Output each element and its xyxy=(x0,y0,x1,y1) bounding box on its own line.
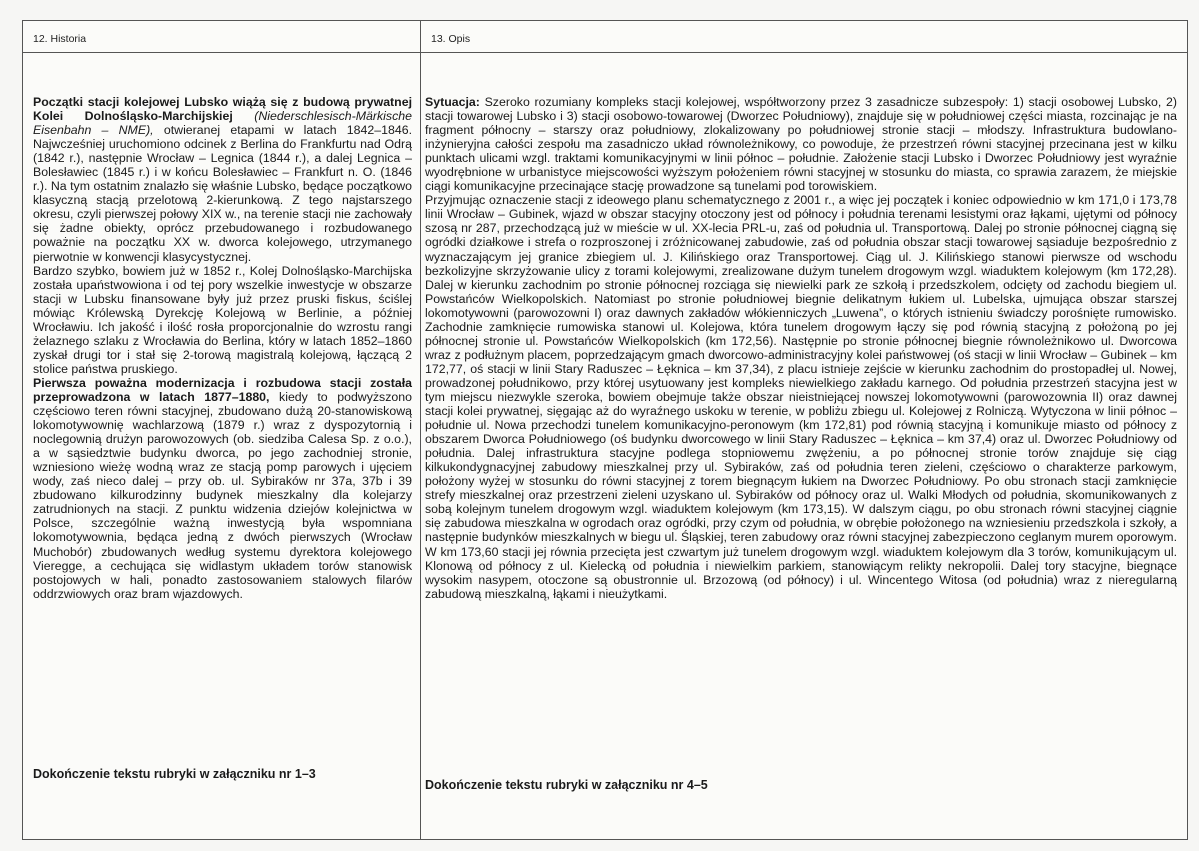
description-paragraph-1 xyxy=(425,95,1177,193)
history-p3-text: kiedy to podwyższono częściowo teren równi stacyjnej, zbudowano dużą 20-stanowiskową lokomotywownię wachlarzową (1879 r.) wraz z dyspozytornią i noclegownią drużyn parowozowych (ob. siedziba Calesa Sp. z o.o.), a w sąsiedztwie budynku dworca, po jego zachodniej stronie, wzniesiono wieżę wodną wraz ze stacją pomp parowych i ujęciem wody, zaś nieco dalej – przy ob. ul. Sybiraków nr 37a, 37b i 39 zbudowano kilkurodzinny budynek mieszkalny dla kolejarzy zatrudnionych na stacji. Z punktu widzenia dziejów kolejnictwa w Polsce, szczególnie ważną inwestycją była wspomniana lokomotywownia, będąca jedną z dwóch pierwszych (Wrocław Muchobór) zbudowanych według systemu dyrektora kolejowego Vieregge, a cechująca się widlastym układem torów stanowisk postojowych w hali, ponadto zastosowaniem stalowych filarów oddrzwiowych oraz bram wjazdowych. xyxy=(33,389,413,601)
description-paragraph-2: Przyjmując oznaczenie stacji z ideowego planu schematycznego z 2001 r., a więc jej początek i koniec odpowiednio w km 171,0 i 173,78 linii Wrocław – Gubinek, wjazd w obszar stacyjny otoczony jest od północy i południa terenami lesistymi oraz łąkami, ujętymi od północy szosą nr 287, przechodzącą już w mieście w ul. XX-lecia PRL-u, zaś od południa ul. Transportową. Dalej po stronie północnej ciągną się ogródki działkowe i strefa o rozproszonej i zróżnicowanej zabudowie, zaś od południa obszar stacji towarowej sąsiaduje bezpośrednio z wyznaczającym jej granice zbiegiem ul. J. Kilińskiego oraz Transportowej. Ciąg ul. J. Kilińskiego stanowi pierwsze od wschodu bezkolizyjne skrzyżowanie ulicy z torami kolejowymi, zrealizowane dużym tunelem drogowym wzgl. wiaduktem kolejowym (km 172,28). Dalej w kierunku zachodnim po stronie północnej rozciąga się niewielki park ze szkołą i przedszkolem, odcięty od zachodu biegiem ul. Powstańców Wielkopolskich. Natomiast po stronie południowej biegnie delikatnym łukiem ul. Lubelska, ujmująca obszar starszej lokomotywowni (parowozowni I) oraz dawnych zakładów włókienniczych „Luwena”, o których istnieniu świadczy porośnięte rumowisko. Zachodnie zamknięcie rumowiska stanowi ul. Kolejowa, która tunelem drogowym łączy się pod równią stacyjną z położoną po jej północnej stronie ul. Powstańców Wielkopolskich (km 172,56). Następnie po stronie północnej biegnie równoleżnikowo ul. Dworcowa wraz z podłużnym placem, poprzedzającym gmach dworcowo-administracyjny kolei państwowej (oś stacji w linii Wrocław – Gubinek – km 172,77, oś stacji w linii Stary Raduszec – Łęknica – km 37,34), z placu istnieje zejście w kierunku zachodnim do prostopadłej ul. Nowej, prowadzonej południkowo, przy której usytuowany jest kompleks niewielkiego zakładu karnego. Od południa przestrzeń stacyjna jest w tym miejscu niezwykle szeroka, bowiem obejmuje także obszar nieistniejącej nowszej lokomotywowni (parowozownia II) oraz dawnej stacji kolei prywatnej, sięgając aż do wyraźnego uskoku w terenie, w pobliżu zbiegu ul. Kolejowej z Rolniczą. Wytyczona w linii północ – południe ul. Nowa przechodzi tunelem komunikacyjno-peronowym (km 172,81) pod równią stacyjną i komunikuje miasto od północy z obszarem Dworca Południowego (oś budynku dworcowego w linii Stary Raduszec – Łęknica – km 37,4) oraz ul. Dworzec Południowy od południa. Dalej infrastruktura stacyjne podlega stopniowemu zwężeniu, a po północnej stronie torów znajduje się ciąg kilkukondygnacyjnej zabudowy mieszkalnej przy ul. Sybiraków, zaś od południa teren zieleni, częściowo o charakterze parkowym, położony wyżej w stosunku do równi stacyjnej z torem biegnącym łukiem na Dworzec Południowy. Po obu stronach stacji zamknięcie strefy mieszkalnej oraz przestrzeni zieleni uzyskano ul. Sybiraków od północy oraz ul. Walki Młodych od południa, skomunikowanych z sobą kolejnym tunelem drogowym wzgl. wiaduktem kolejowym (km 173,15). W dalszym ciągu, po obu stronach równi stacyjnej ciągnie się zabudowa mieszkalna w ogrodach oraz ogródki, przy czym od południa, w obrębie położonego na wzniesieniu przedszkola i szkoły, a następnie budynków mieszkalnych w biegu ul. Śląskiej, teren zabudowy oraz równi stacyjnej zabezpieczono ceglanym murem oporowym. W km 173,60 stacji jej równia przecięta jest czwartym już tunelem drogowym wzgl. wiaduktem kolejowym dla 3 torów, komunikującym ul. Klonową od północy z ul. Kielecką od południa i niewielkim parkiem, stanowiącym relikty nekropolii. Dalej tory stacyjne, biegnące wysokim nasypem, otoczone są obustronnie ul. Brzozową (od północy) i ul. Wincentego Witosa (od południa) wraz z nieregularną zabudową mieszkalną, łąkami i nieużytkami. xyxy=(425,193,1177,601)
history-paragraph-3 xyxy=(33,376,412,601)
history-body xyxy=(23,53,420,601)
description-header: 13. Opis xyxy=(421,21,1187,53)
history-p1-italic: (Niederschlesisch-Märkische Eisenbahn – NME), xyxy=(33,109,412,138)
history-header: 12. Historia xyxy=(23,21,420,53)
history-p1-bold: Początki stacji kolejowej Lubsko wiążą się z budową prywatnej Kolei Dolnośląsko-Marchijskiej xyxy=(33,95,412,124)
description-body xyxy=(421,53,1187,601)
history-column xyxy=(23,21,421,839)
description-p1-text: Szeroko rozumiany kompleks stacji kolejowej, współtworzony przez 3 zasadnicze subzespoły: 1) stacji osobowej Lubsko, 2) stacji towarowej Lubsko i 3) stacji osobowo-towarowej (Dworzec Południowy), znajduje się w południowej części miasta, rozcinając je na fragment północny – starszy oraz południowy, zlokalizowany po południowej stronie stacji – młodszy. Infrastruktura budowlano-inżynieryjna całości zespołu ma zasadniczo układ równoleżnikowy, co powoduje, że przestrzeń równi stacyjnej przecinana jest w kilku punktach ulicami wzgl. traktami komunikacyjnymi w linii północ – południe. Założenie stacji Lubsko i Dworzec Południowy jest wyraźnie wyodrębnione w urbanistyce miejscowości wyższym położeniem równi stacyjnej w stosunku do miasta, co sprawia zarazem, że miejskie ciągi komunikacyjne przecinające stację prowadzone są tunelami pod torowiskiem. xyxy=(425,95,1177,194)
history-paragraph-2: Bardzo szybko, bowiem już w 1852 r., Kolej Dolnośląsko-Marchijska została upaństwowiona i od tej pory wszelkie inwestycje w obszarze stacji w Lubsku finansowane były już przez pruski fiskus, ściślej mówiąc Królewską Dyrekcję Kolejową w Berlinie, a później Wrocławiu. Ich jakość i ilość rosła proporcjonalnie do wzrostu rangi żelaznego szlaku z Wrocławia do Berlina, który w latach 1852–1860 zyskał drugi tor i stał się 2-torową magistralą kolejową, łączącą 2 stolice państwa pruskiego. xyxy=(33,263,412,376)
description-column xyxy=(421,21,1187,839)
form-sheet xyxy=(22,20,1188,840)
history-p1-text: otwieranej etapami w latach 1842–1846. Najwcześniej uruchomiono odcinek z Berlina do Frankfurtu nad Odrą (1842 r.), następnie Wrocław – Legnica (1844 r.), a dalej Legnica – Bolesławiec (1845 r.) i w końcu Bolesławiec – Frankfurt n. O. (1846 r.). Na tym ostatnim znalazło się właśnie Lubsko, będące początkowo klasyczną stacją przelotową 2-kierunkową. Z tego najstarszego okresu, czyli pierwszej połowy XIX w., na terenie stacji nie zachowały się żadne obiekty, oprócz przebudowanego i rozbudowanego poważnie na początku XX w. dworca kolejowego, utrzymanego pierwotnie w konwencji klasycystycznej. xyxy=(33,123,412,264)
description-footer-note: Dokończenie tekstu rubryki w załączniku nr 4–5 xyxy=(425,778,708,792)
description-p1-bold: Sytuacja: xyxy=(425,95,480,109)
history-footer-note: Dokończenie tekstu rubryki w załączniku nr 1–3 xyxy=(33,767,316,781)
history-paragraph-1 xyxy=(33,95,412,264)
history-p3-bold: Pierwsza poważna modernizacja i rozbudowa stacji została przeprowadzona w latach 1877–1880, xyxy=(33,375,412,404)
